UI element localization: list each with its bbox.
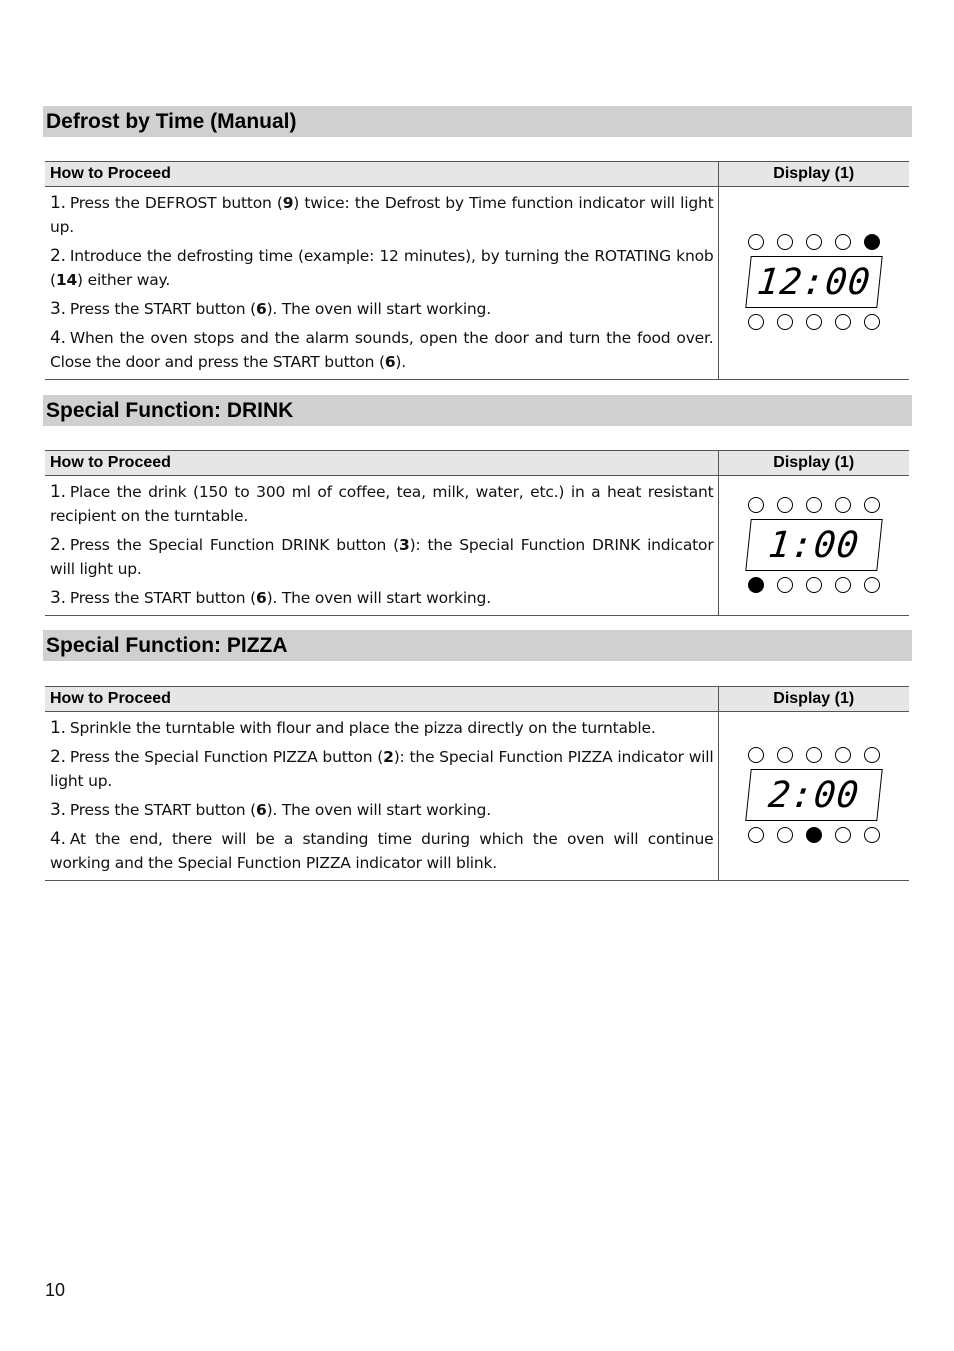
indicator-light-3: [806, 577, 822, 593]
step-1: [50, 480, 714, 528]
indicator-light-3: [806, 234, 822, 250]
step-3: [50, 586, 714, 610]
step-list: [45, 712, 718, 875]
step-text: At the end, there will be a standing time during which the oven will continue working and the Special Function PIZZA indicator will blink.: [50, 830, 714, 872]
indicator-light-2: [777, 577, 793, 593]
step-2: [50, 745, 714, 793]
lcd-time-display: 1:00: [745, 519, 882, 571]
indicator-light-1: [748, 747, 764, 763]
indicator-light-5: [864, 827, 880, 843]
step-3: [50, 798, 714, 822]
indicator-light-5: [864, 747, 880, 763]
indicator-light-5: [864, 314, 880, 330]
defrost-table: [45, 161, 909, 380]
step-1: [50, 716, 714, 740]
indicator-light-4: [835, 577, 851, 593]
top-indicator-row: [748, 232, 880, 252]
indicator-light-1: [748, 577, 764, 593]
display-header: Display (1): [718, 451, 909, 476]
section-title-drink: Special Function: DRINK: [43, 395, 912, 426]
indicator-light-5: [864, 234, 880, 250]
step-number: 2.: [50, 246, 66, 266]
step-number: 2.: [50, 747, 66, 767]
indicator-light-4: [835, 234, 851, 250]
pizza-table: [45, 686, 909, 881]
step-number: 4.: [50, 328, 66, 348]
step-number: 1.: [50, 482, 66, 502]
indicator-light-5: [864, 497, 880, 513]
step-text: When the oven stops and the alarm sounds, open the door and turn the food over. Close the door and press the START button (6).: [50, 329, 714, 371]
step-list: [45, 476, 718, 610]
step-list: [45, 187, 718, 374]
indicator-light-2: [777, 314, 793, 330]
indicator-light-4: [835, 314, 851, 330]
step-number: 3.: [50, 299, 66, 319]
indicator-light-2: [777, 497, 793, 513]
step-text: Sprinkle the turntable with flour and place the pizza directly on the turntable.: [69, 719, 656, 737]
how-to-proceed-header: How to Proceed: [45, 687, 718, 712]
lcd-time-display: 2:00: [745, 769, 882, 821]
step-text: Press the START button (6). The oven will start working.: [69, 801, 491, 819]
step-text: Press the Special Function DRINK button (3): the Special Function DRINK indicator will light up.: [50, 536, 714, 578]
indicator-light-5: [864, 577, 880, 593]
indicator-light-3: [806, 827, 822, 843]
drink-table: [45, 450, 909, 616]
step-number: 4.: [50, 829, 66, 849]
step-1: [50, 191, 714, 239]
step-number: 3.: [50, 800, 66, 820]
step-4: [50, 326, 714, 374]
indicator-light-1: [748, 314, 764, 330]
step-number: 1.: [50, 193, 66, 213]
section-title-defrost: Defrost by Time (Manual): [43, 106, 912, 137]
indicator-light-4: [835, 497, 851, 513]
step-text: Press the START button (6). The oven will start working.: [69, 300, 491, 318]
indicator-light-1: [748, 497, 764, 513]
indicator-light-4: [835, 747, 851, 763]
indicator-light-1: [748, 234, 764, 250]
top-indicator-row: [748, 745, 880, 765]
step-text: Introduce the defrosting time (example: 12 minutes), by turning the ROTATING knob (14) either way.: [50, 247, 714, 289]
bottom-indicator-row: [748, 825, 880, 845]
step-4: [50, 827, 714, 875]
indicator-light-2: [777, 234, 793, 250]
indicator-light-3: [806, 314, 822, 330]
step-text: Press the DEFROST button (9) twice: the Defrost by Time function indicator will light up.: [50, 194, 714, 236]
lcd-time-display: 12:00: [745, 256, 882, 308]
step-3: [50, 297, 714, 321]
indicator-light-1: [748, 827, 764, 843]
step-text: Press the START button (6). The oven will start working.: [69, 589, 491, 607]
step-number: 2.: [50, 535, 66, 555]
bottom-indicator-row: [748, 575, 880, 595]
indicator-light-3: [806, 497, 822, 513]
step-2: [50, 533, 714, 581]
how-to-proceed-header: How to Proceed: [45, 451, 718, 476]
step-number: 1.: [50, 718, 66, 738]
how-to-proceed-header: How to Proceed: [45, 162, 718, 187]
step-text: Press the Special Function PIZZA button (2): the Special Function PIZZA indicator will light up.: [50, 748, 714, 790]
display-header: Display (1): [718, 162, 909, 187]
section-title-pizza: Special Function: PIZZA: [43, 630, 912, 661]
top-indicator-row: [748, 495, 880, 515]
display-panel: [748, 495, 880, 595]
page-number: 10: [45, 1280, 66, 1300]
display-header: Display (1): [718, 687, 909, 712]
indicator-light-3: [806, 747, 822, 763]
step-text: Place the drink (150 to 300 ml of coffee, tea, milk, water, etc.) in a heat resistant recipient on the turntable.: [50, 483, 714, 525]
display-panel: [748, 232, 880, 332]
indicator-light-2: [777, 827, 793, 843]
indicator-light-2: [777, 747, 793, 763]
step-2: [50, 244, 714, 292]
step-number: 3.: [50, 588, 66, 608]
display-panel: [748, 745, 880, 845]
bottom-indicator-row: [748, 312, 880, 332]
indicator-light-4: [835, 827, 851, 843]
